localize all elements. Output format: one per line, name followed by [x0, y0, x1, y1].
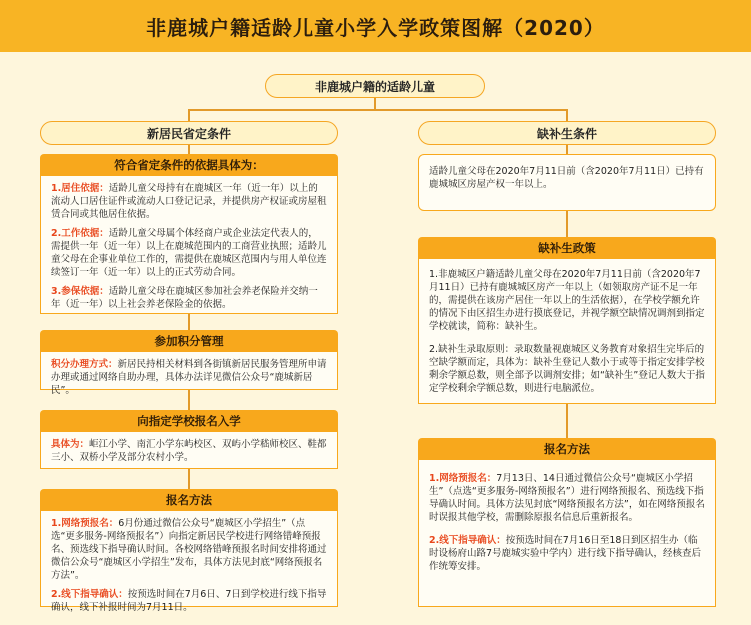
school-title: 向指定学校报名入学	[137, 414, 241, 428]
criteria-item-text: 适龄儿童父母持有在鹿城区一年（近一年）以上的流动人口居住证件或流动人口登记记录，并提供房产权证或房屋租赁合同或其他居住依据。	[51, 183, 327, 220]
policy-item: 1.非鹿城区户籍适龄儿童父母在2020年7月11日前（含2020年7月11日）已持有鹿城城区房产一年以上（如领取房产证不足一年的，需提供在该房产居住一年以上的生活依据），在学校学额允许的情况下由区招生办进行摸底登记，并视学额空缺情况调剂到指定学校就读，简称：缺补生。	[429, 269, 705, 332]
right-header-label: 缺补生条件	[536, 126, 597, 141]
left-signup-box	[40, 511, 338, 613]
connector	[188, 109, 190, 121]
left-signup-item-label: 1.网络预报名：	[51, 518, 119, 529]
title-bar	[0, 0, 751, 52]
points-text-block	[51, 358, 327, 397]
right-signup-item	[429, 534, 705, 573]
connector	[188, 469, 190, 489]
connector	[188, 109, 568, 111]
right-header	[418, 121, 716, 145]
connector	[566, 109, 568, 121]
left-signup-item	[51, 517, 327, 582]
left-header-label: 新居民省定条件	[146, 126, 231, 141]
connector	[188, 314, 190, 330]
school-box	[40, 432, 338, 469]
right-signup-box	[418, 460, 716, 607]
right-signup-item-text: 7月13日、14日通过微信公众号“鹿城区小学招生”（点选“更多服务-网络预报名”）进行网络预报名、预选线下指导确认时间。具体方法见封底“网络预报名方法”，如在网络预报名时误报其他学校，需删除原报名信息后重新报名。	[429, 473, 705, 523]
points-box	[40, 352, 338, 396]
policy-box	[418, 259, 716, 404]
criteria-item-label: 1.居住依据：	[51, 183, 109, 194]
school-text-block	[51, 438, 327, 464]
top-node-label: 非鹿城户籍的适龄儿童	[314, 79, 435, 94]
left-signup-item-text: 按预选时间在7月6日、7日到学校进行线下指导确认，线下补报时间为7月11日。	[51, 589, 327, 613]
left-signup-item-text: 6月份通过微信公众号“鹿城区小学招生”（点选“更多服务-网络预报名”）向指定新居民学校进行网络错峰预报名、预选线下指导确认时间。各校网络错峰预报名时间安排将通过微信公众号“鹿城区小学招生”发布，具体方法见封底“网络预报名方法”。	[51, 518, 327, 581]
right-signup-title-bar	[418, 438, 716, 460]
right-signup-item	[429, 472, 705, 524]
right-signup-item-text: 按预选时间在7月16日至18日到区招生办（临时设杨府山路7号鹿城实验中学内）进行线下指导确认，经核查后作统筹安排。	[429, 535, 702, 572]
points-title-bar	[40, 330, 338, 352]
criteria-item-text: 适龄儿童父母在鹿城区参加社会养老保险并交纳一年（近一年）以上社会养老保险金的依据。	[51, 286, 318, 310]
school-title-bar	[40, 410, 338, 432]
left-header	[40, 121, 338, 145]
school-text: 岠江小学、南汇小学东屿校区、双屿小学嵇师校区、鞋都三小、双桥小学及部分农村小学。	[51, 439, 327, 463]
policy-title-bar	[418, 237, 716, 259]
left-signup-item-label: 2.线下指导确认：	[51, 589, 128, 600]
left-signup-title-bar	[40, 489, 338, 511]
right-condition-box	[418, 154, 716, 211]
criteria-item	[51, 227, 327, 279]
criteria-item	[51, 182, 327, 221]
points-title: 参加积分管理	[154, 334, 224, 348]
criteria-item	[51, 285, 327, 311]
points-label: 积分办理方式：	[51, 359, 118, 370]
left-signup-title: 报名方法	[166, 493, 212, 507]
policy-item: 2.缺补生录取原则：录取数量视鹿城区义务教育对象招生完毕后的空缺学额而定，具体为：缺补生登记人数小于或等于指定安排学校剩余学额总数，则全部予以调剂安排；如“缺补生”登记人数大于指定学校剩余学额总数，则进行电脑派位。	[429, 344, 705, 394]
criteria-item-label: 3.参保依据：	[51, 286, 109, 297]
points-text: 新居民持相关材料到各街镇新居民服务管理所申请办理或通过网络自助办理，具体办法详见微信公众号“鹿城新居民”。	[51, 359, 327, 396]
connector	[188, 145, 190, 154]
connector	[566, 211, 568, 237]
criteria-box	[40, 176, 338, 314]
connector	[566, 145, 568, 154]
right-signup-title: 报名方法	[544, 442, 590, 456]
left-signup-item	[51, 588, 327, 614]
right-signup-item-label: 2.线下指导确认：	[429, 535, 506, 546]
school-label: 具体为：	[51, 439, 90, 450]
connector	[566, 404, 568, 438]
criteria-title: 符合省定条件的依据具体为：	[114, 158, 264, 172]
criteria-item-label: 2.工作依据：	[51, 228, 109, 239]
right-condition-text: 适龄儿童父母在2020年7月11日前（含2020年7月11日）已持有鹿城城区房屋产权一年以上。	[429, 166, 704, 190]
right-signup-item-label: 1.网络预报名：	[429, 473, 497, 484]
policy-title: 缺补生政策	[538, 241, 596, 255]
criteria-item-text: 适龄儿童父母属个体经商户或企业法定代表人的，需提供一年（近一年）以上在鹿城范围内的工商营业执照；适龄儿童父母在企事业单位工作的，需提供在鹿城区范围内与用人单位连续签订一年（近一年）以上的正式劳动合同。	[51, 228, 327, 278]
criteria-title-bar	[40, 154, 338, 176]
top-node	[265, 74, 485, 98]
page-title: 非鹿城户籍适龄儿童小学入学政策图解（2020）	[146, 15, 605, 40]
